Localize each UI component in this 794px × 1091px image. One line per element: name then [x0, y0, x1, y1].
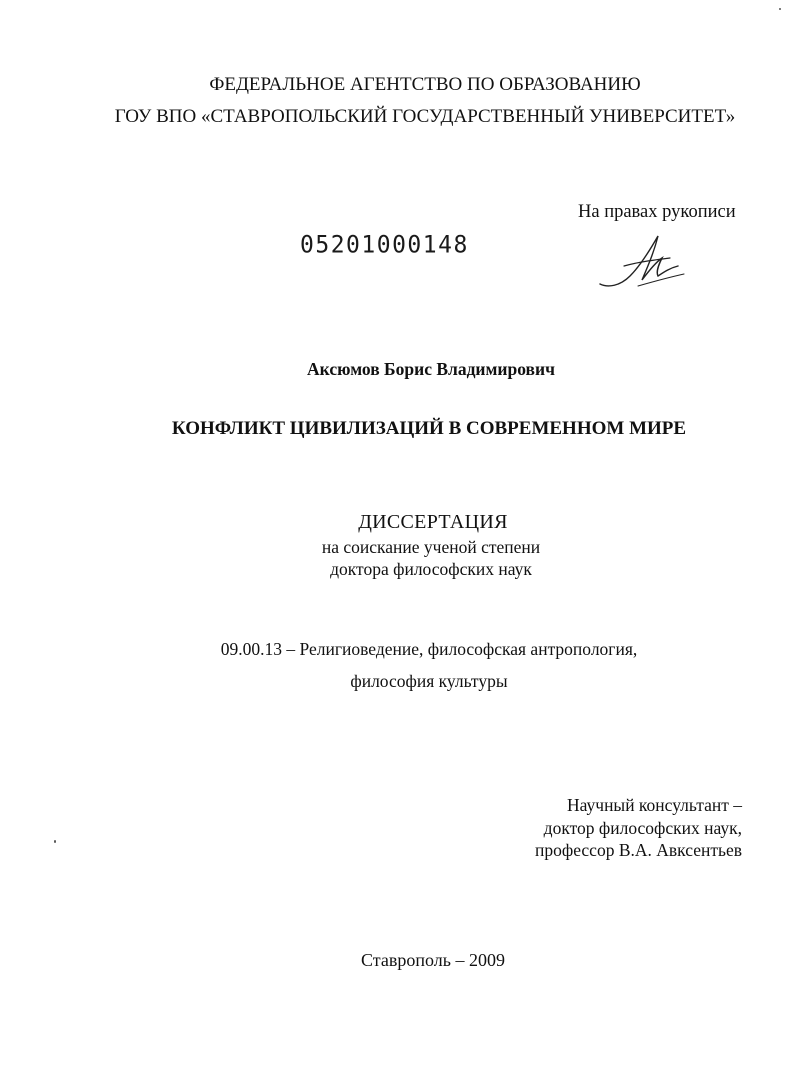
scan-speck: [779, 8, 781, 10]
university-header: ГОУ ВПО «СТАВРОПОЛЬСКИЙ ГОСУДАРСТВЕННЫЙ УНИВЕРСИТЕТ»: [114, 106, 736, 127]
archive-number-stamp: 05201000148: [300, 231, 469, 259]
city-year: Ставрополь – 2009: [361, 950, 505, 970]
specialty-line-1: 09.00.13 – Религиоведение, философская антропология,: [220, 639, 638, 659]
dissertation-title: КОНФЛИКТ ЦИВИЛИЗАЦИЙ В СОВРЕМЕННОМ МИРЕ: [171, 418, 687, 439]
agency-header: ФЕДЕРАЛЬНОЕ АГЕНТСТВО ПО ОБРАЗОВАНИЮ: [209, 74, 641, 95]
degree-line-1: на соискание ученой степени: [321, 537, 541, 557]
advisor-name: профессор В.А. Авксентьев: [535, 840, 742, 860]
advisor-degree: доктор философских наук,: [543, 817, 742, 838]
handwritten-signature: [598, 232, 688, 292]
advisor-role: Научный консультант –: [567, 795, 742, 815]
author-name: Аксюмов Борис Владимирович: [307, 359, 555, 379]
scientific-advisor-block: [535, 794, 742, 862]
specialty-line-2: философия культуры: [350, 671, 508, 691]
scan-speck: [54, 840, 56, 843]
document-type-label: ДИССЕРТАЦИЯ: [358, 511, 508, 533]
rights-note: На правах рукописи: [578, 202, 736, 222]
degree-line-2: доктора философских наук: [330, 559, 532, 579]
